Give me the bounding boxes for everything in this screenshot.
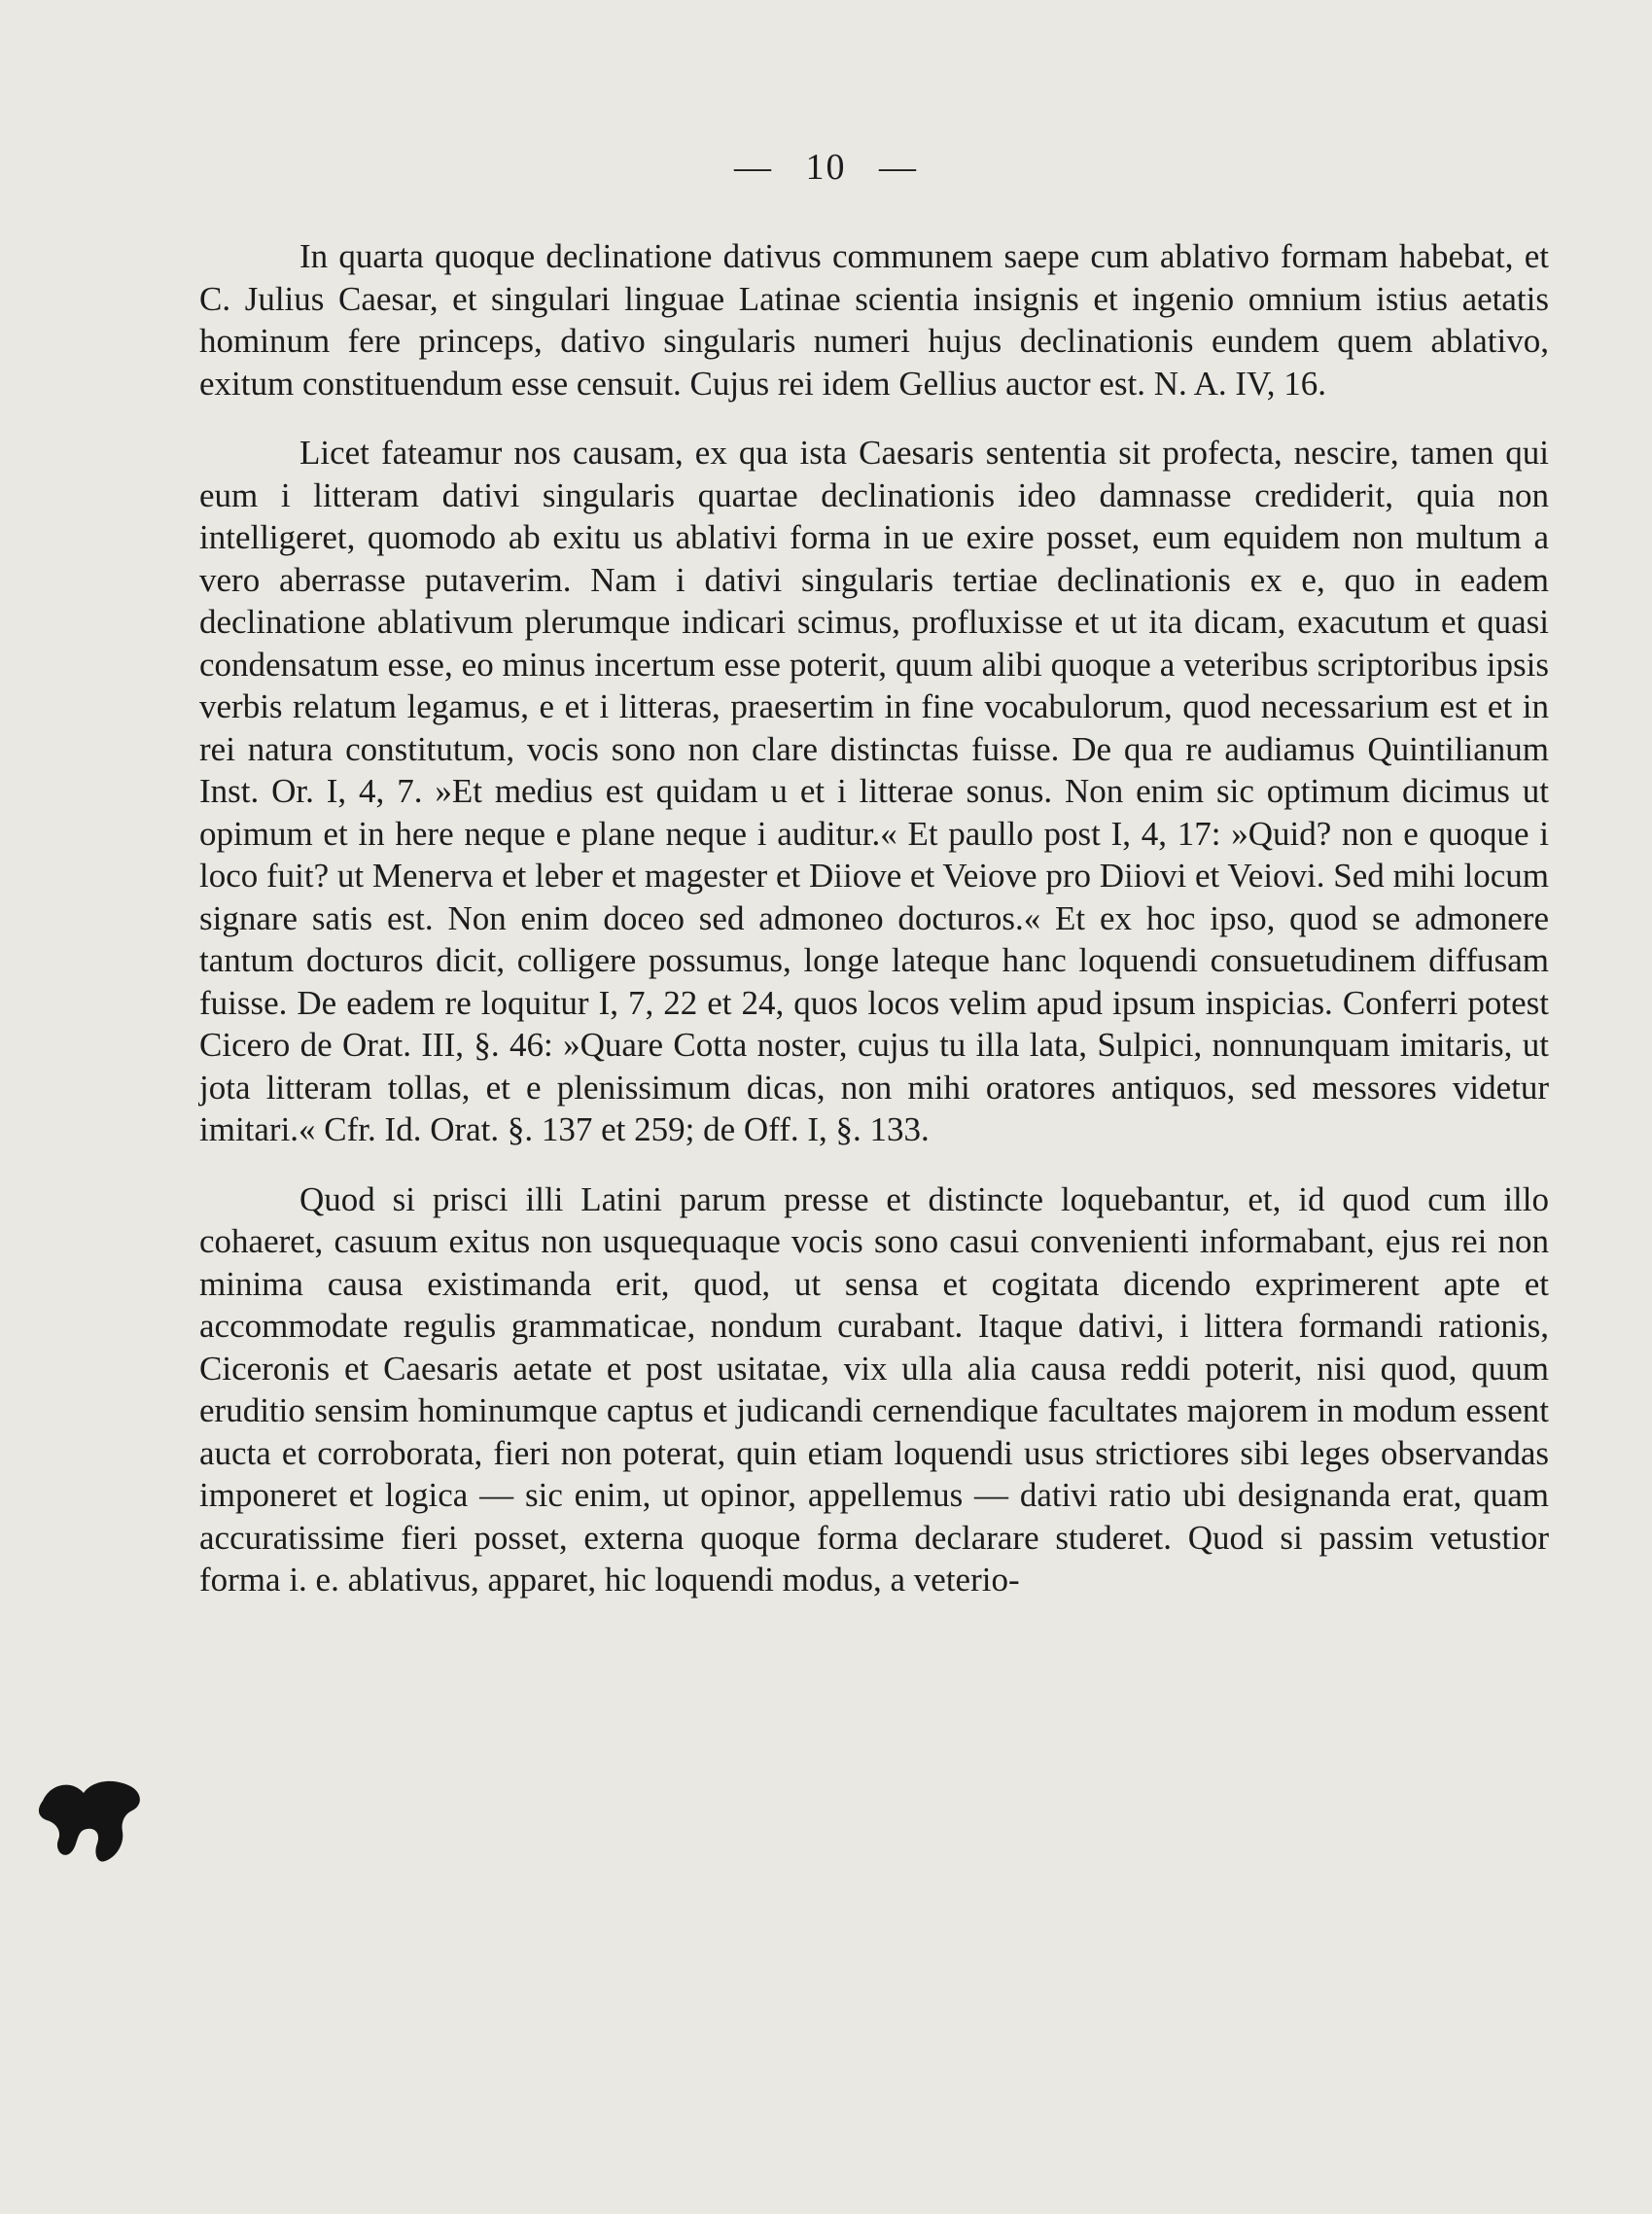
page-number-dash-right: — xyxy=(879,147,918,188)
paragraph-3: Quod si prisci illi Latini parum presse et distincte loquebantur, et, id quod cum illo cohaeret, casuum exitus non usquequaque vocis sono casui convenienti informabant, ejus rei non minima causa existimanda erit, quod, ut sensa et cogitata dicendo exprimerent apte et accommodate regulis grammaticae, nondum curabant. Itaque dativi, i littera formandi rationis, Ciceronis et Caesaris aetate et post usitatae, vix ulla alia causa reddi poterit, nisi quod, quum eruditio sensim hominumque captus et judicandi cernendique facultates majorem in modum essent aucta et corroborata, fieri non poterat, quin etiam loquendi usus strictiores sibi leges observandas imponeret et logica — sic enim, ut opinor, appellemus — dativi ratio ubi designanda erat, quam accuratissime fieri posset, externa quoque forma declarare studeret. Quod si passim vetustior forma i. e. ablativus, apparet, hic loquendi modus, a veterio- xyxy=(199,1179,1549,1599)
text-body xyxy=(199,235,1549,1601)
paragraph-2: Licet fateamur nos causam, ex qua ista Caesaris sententia sit profecta, nescire, tamen qui eum i litteram dativi singularis quartae declinationis ideo damnasse crediderit, quia non intelligeret, quomodo ab exitu us ablativi forma in ue exire posset, eum equidem non multum a vero aberrasse putaverim. Nam i dativi singularis tertiae declinationis ex e, quo in eadem declinatione ablativum plerumque indicari scimus, profluxisse et ut ita dicam, exacutum et quasi condensatum esse, eo minus incertum esse poterit, quum alibi quoque a veteribus scriptoribus ipsis verbis relatum legamus, e et i litteras, praesertim in fine vocabulorum, quod necessarium est et in rei natura constitutum, vocis sono non clare distinctas fuisse. De qua re audiamus Quintilianum Inst. Or. I, 4, 7. »Et medius est quidam u et i litterae sonus. Non enim sic optimum dicimus ut opimum et in here neque e plane neque i auditur.« Et paullo post I, 4, 17: »Quid? non e quoque i loco fuit? ut Menerva et leber et magester et Diiove et Veiove pro Diiovi et Veiovi. Sed mihi locum signare satis est. Non enim doceo sed admoneo docturos.« Et ex hoc ipso, quod se admonere tantum docturos dicit, colligere possumus, longe lateque hanc loquendi consuetudinem diffusam fuisse. De eadem re loquitur I, 7, 22 et 24, quos locos velim apud ipsum inspicias. Conferri potest Cicero de Orat. III, §. 46: »Quare Cotta noster, cujus tu illa lata, Sulpici, nonnunquam imitaris, ut jota litteram tollas, et e plenissimum dicas, non mihi oratores antiquos, sed messores videtur imitari.« Cfr. Id. Orat. §. 137 et 259; de Off. I, §. 133. xyxy=(199,434,1549,1148)
page-number-value: 10 xyxy=(805,147,847,188)
ink-blot-icon xyxy=(33,1772,150,1869)
page-number-dash-left: — xyxy=(734,147,773,188)
page-number xyxy=(0,146,1652,189)
paragraph-1: In quarta quoque declinatione dativus communem saepe cum ablativo formam habebat, et C. Julius Caesar, et singulari linguae Latinae scientia insignis et ingenio omnium istius aetatis hominum fere princeps, dativo singularis numeri hujus declinationis eundem quem ablativo, exitum constituendum esse censuit. Cujus rei idem Gellius auctor est. N. A. IV, 16. xyxy=(199,237,1549,403)
